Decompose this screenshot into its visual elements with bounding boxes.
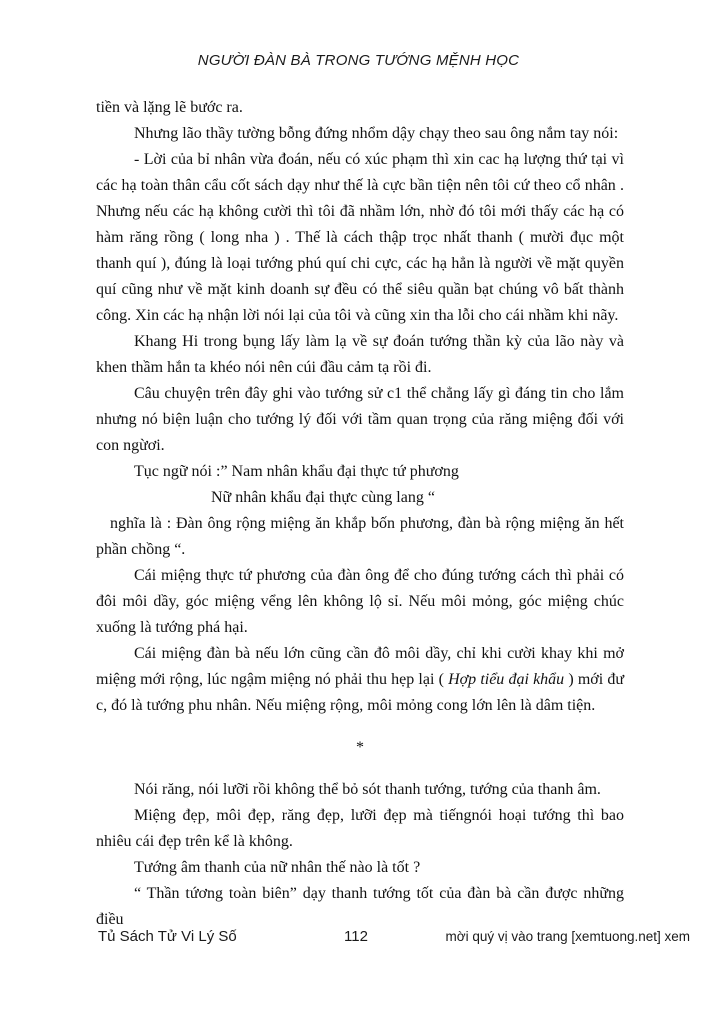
page-header-title: NGƯỜI ĐÀN BÀ TRONG TƯỚNG MỆNH HỌC: [197, 52, 520, 69]
paragraph: Câu chuyện trên đây ghi vào tướng sử c1 thể chẳng lấy gì đáng tin cho lắm nhưng nó biện luận cho tướng lý đối với tầm quan trọng của răng miệng đối với con ngừơi.: [96, 385, 624, 454]
paragraph-continuation: tiền và lặng lẽ bước ra.: [96, 99, 243, 116]
paragraph: Khang Hi trong bụng lấy làm lạ về sự đoán tướng thần kỳ của lão này và khen thầm hắn ta khéo nói nên cúi đầu cảm tạ rồi đi.: [96, 333, 624, 376]
footer-site-note: mời quý vị vào trang [xemtuong.net] xem: [445, 929, 690, 944]
footer-page-number: 112: [344, 928, 368, 945]
proverb-line-2: Nữ nhân khẩu đại thực cùng lang “: [211, 489, 435, 506]
paragraph: Nói răng, nói lưỡi rồi không thể bỏ sót thanh tướng, tướng của thanh âm.: [134, 781, 601, 798]
paragraph: Tướng âm thanh của nữ nhân thế nào là tốt ?: [134, 859, 421, 876]
proverb-line-1: Tục ngữ nói :” Nam nhân khẩu đại thực tứ phương: [134, 463, 459, 480]
paragraph: nghĩa là : Đàn ông rộng miệng ăn khắp bốn phương, đàn bà rộng miệng ăn hết phần chồng “.: [96, 515, 624, 558]
section-separator: *: [356, 739, 364, 756]
italic-term: Hợp tiểu đại khẩu: [448, 671, 565, 688]
paragraph: Nhưng lão thầy tường bỗng đứng nhổm dậy chạy theo sau ông nắm tay nói:: [134, 125, 619, 142]
paragraph: - Lời của bỉ nhân vừa đoán, nếu có xúc phạm thì xin cac hạ lượng thứ tại vì các hạ toàn thân cẩu cốt sách dạy như thế là cực bần tiện nên tôi cứ theo cổ nhân . Nhưng nếu các hạ không cười thì tôi đã nhầm lớn, nhờ đó tôi mới thấy các hạ có hàm răng rồng ( long nha ) . Thế là cách thập trọc nhất thanh ( mười đục một thanh quí ), đúng là loại tướng phú quí chi cực, các hạ hẳn là người về mặt quyền quí cũng như về mặt kinh doanh sự đều có thể siêu quần bạt chúng vô bất thành công. Xin các hạ nhận lời nói lại của tôi và cũng xin tha lỗi cho cái nhầm khi nãy.: [96, 151, 624, 324]
paragraph: Cái miệng thực tứ phương của đàn ông để cho đúng tướng cách thì phải có đôi môi dầy, góc miệng vểng lên không lộ sỉ. Nếu môi mỏng, góc miệng chúc xuống là tướng phá hại.: [96, 567, 624, 636]
page-footer: [96, 928, 690, 948]
paragraph: [96, 641, 624, 719]
paragraph: “ Thần tứơng toàn biên” dạy thanh tướng tốt của đàn bà cần được những điều: [96, 885, 624, 928]
paragraph-text: ) mới đư c, đó là tướng phu nhân. Nếu miệng rộng, môi mỏng cong lớn lên là dâm tiện.: [96, 671, 624, 714]
paragraph: Miệng đẹp, môi đẹp, răng đẹp, lưỡi đẹp mà tiếngnói hoại tướng thì bao nhiêu cái đẹp trên kể là không.: [96, 807, 624, 850]
page-body: [96, 95, 624, 933]
footer-series-title: Tủ Sách Tử Vi Lý Số: [98, 928, 237, 945]
paragraph-text: Cái miệng đàn bà nếu lớn cũng cần đô môi dầy, chỉ khi cười khay khi mở miệng mới rộng, lúc ngậm miệng nó phải thu hẹp lại (: [96, 645, 624, 688]
